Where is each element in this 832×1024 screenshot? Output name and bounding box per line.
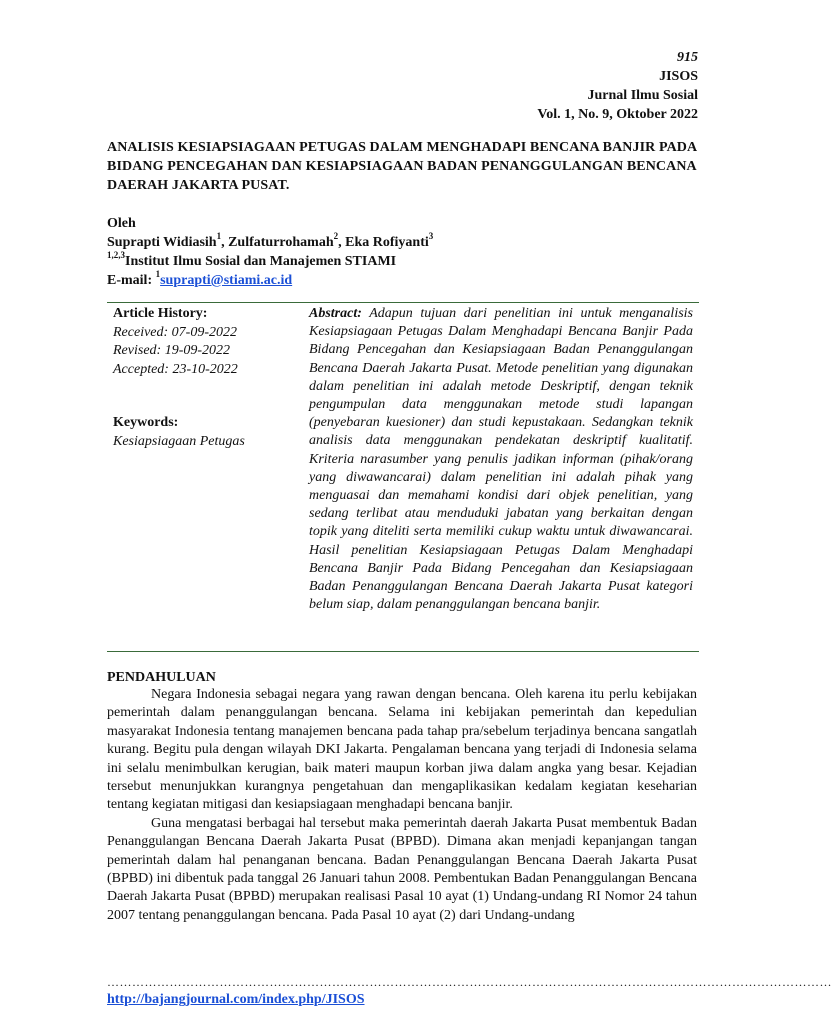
keywords-block <box>113 414 293 451</box>
affiliation-sup: 1,2,3 <box>107 250 125 261</box>
keywords-heading: Keywords: <box>113 415 179 430</box>
author-sup: 3 <box>428 231 434 242</box>
author-sup: 1 <box>216 231 222 242</box>
section-heading: PENDAHULUAN <box>107 670 216 685</box>
author-names: Suprapti Widiasih$^1$, Zulfaturrohamah$^2$, Eka Rofiyanti$^3$ <box>107 231 434 250</box>
accepted-date: Accepted: 23-10-2022 <box>113 361 238 377</box>
article-title: ANALISIS KESIAPSIAGAAN PETUGAS DALAM MENGHADAPI BENCANA BANJIR PADA BIDANG PENCEGAHAN DAN KESIAPSIAGAAN BADAN PENANGGULANGAN BENCANA DAERAH JAKARTA PUSAT. <box>107 140 697 193</box>
article-info-box <box>107 302 699 652</box>
email-line <box>107 271 707 290</box>
email-sup: 1 <box>155 269 161 280</box>
article-history <box>113 305 293 379</box>
by-label: Oleh <box>107 216 136 231</box>
author-name: Suprapti Widiasih <box>107 235 217 250</box>
received-date: Received: 07-09-2022 <box>113 324 237 340</box>
abstract-heading: Abstract: <box>309 306 362 321</box>
history-heading: Article History: <box>113 306 208 321</box>
paragraph: Guna mengatasi berbagai hal tersebut maka pemerintah daerah Jakarta Pusat membentuk Badan Penanggulangan Bencana Daerah Jakarta Pusat (BPBD). Dimana akan menjadi kepanjangan tangan pemerintah dalam hal penanganan bencana. Badan Penanggulangan Bencana Daerah Jakarta Pusat (BPBD) ini dibentuk pada tanggal 26 Januari tahun 2008. Pembentukan Badan Penanggulangan Bencana Daerah Jakarta Pusat (BPBD) merupakan realisasi Pasal 10 ayat (1) Undang-undang RI Nomor 24 tahun 2007 tentang penanggulangan bencana. Pada Pasal 10 ayat (2) dari Undang-undang <box>107 815 697 923</box>
journal-abbrev: JISOS <box>659 69 698 84</box>
journal-url-link[interactable]: http://bajangjournal.com/index.php/JISOS <box>107 992 365 1007</box>
email-link[interactable]: suprapti@stiami.ac.id <box>160 273 293 288</box>
author-sup: 2 <box>333 231 339 242</box>
abstract-text: Adapun tujuan dari penelitian ini untuk menganalisis Kesiapsiagaan Petugas Dalam Menghadapi Bencana Banjir Pada Bidang Pencegahan dan Kesiapsiagaan Badan Penanggulangan Bencana Daerah Jakarta Pusat. Metode penelitian yang digunakan dalam penelitian ini adalah metode Deskriptif, dengan teknik pengumpulan data menggunakan metode studi lapangan (penyebaran kuesioner) dan studi kepustakaan. Sedangkan teknik analisis data menggunakan pendekatan deskriptif kualitatif. Kriteria narasumber yang penulis jadikan informan (pihak/orang yang diwawancarai) dalam penelitian ini adalah pihak yang menguasai dan memahami kondisi dari objek penelitian, yang sedang terlibat atau menduduki jabatan yang berkaitan dengan topik yang diteliti serta memiliki cukup waktu untuk diwawancarai. Hasil penelitian Kesiapsiagaan Petugas Dalam Menghadapi Bencana Banjir Pada Bidang Pencegahan dan Kesiapsiagaan Badan Penanggulangan Bencana Daerah Jakarta Pusat kategori belum siap, dalam penanggulangan bencana banjir. <box>309 306 693 613</box>
page-number: 915 <box>677 50 698 65</box>
affiliation <box>107 252 707 271</box>
keywords-value: Kesiapsiagaan Petugas <box>113 433 245 449</box>
journal-header <box>537 48 698 124</box>
affiliation-text: Institut Ilmu Sosial dan Manajemen STIAMI <box>125 254 397 269</box>
email-label: E-mail: <box>107 273 153 288</box>
journal-volume: Vol. 1, No. 9, Oktober 2022 <box>537 107 698 122</box>
revised-date: Revised: 19-09-2022 <box>113 343 231 358</box>
abstract-block <box>309 305 693 614</box>
paragraph: Negara Indonesia sebagai negara yang rawan dengan bencana. Oleh karena itu perlu kebijakan pemerintah dalam penanggulangan bencana. Selama ini kebijakan pemerintah dan kepedulian masyarakat Indonesia tentang manajemen bencana pada tahap pra/sebelum terjadinya bencana sangatlah kurang. Begitu pula dengan wilayah DKI Jakarta. Pengalaman bencana yang terjadi di Indonesia selama ini selalu menimbulkan kerugian, baik materi maupun korban jiwa dalam angka yang besar. Kejadian tersebut menunjukkan kurangnya pengetahuan dan mengaplikasikan kedalam kegiatan keseharian tentang kegiatan mitigasi dan kesiapsiagaan menghadapi bencana banjir. <box>107 687 697 813</box>
author-name: Zulfaturrohamah <box>228 235 334 250</box>
author-name: Eka Rofiyanti <box>345 235 429 250</box>
author-block <box>107 214 707 290</box>
journal-name: Jurnal Ilmu Sosial <box>587 88 698 103</box>
body-text <box>107 686 697 925</box>
footer-divider: ………………………………………………………………………………………………………………………………………………………… <box>107 975 832 989</box>
